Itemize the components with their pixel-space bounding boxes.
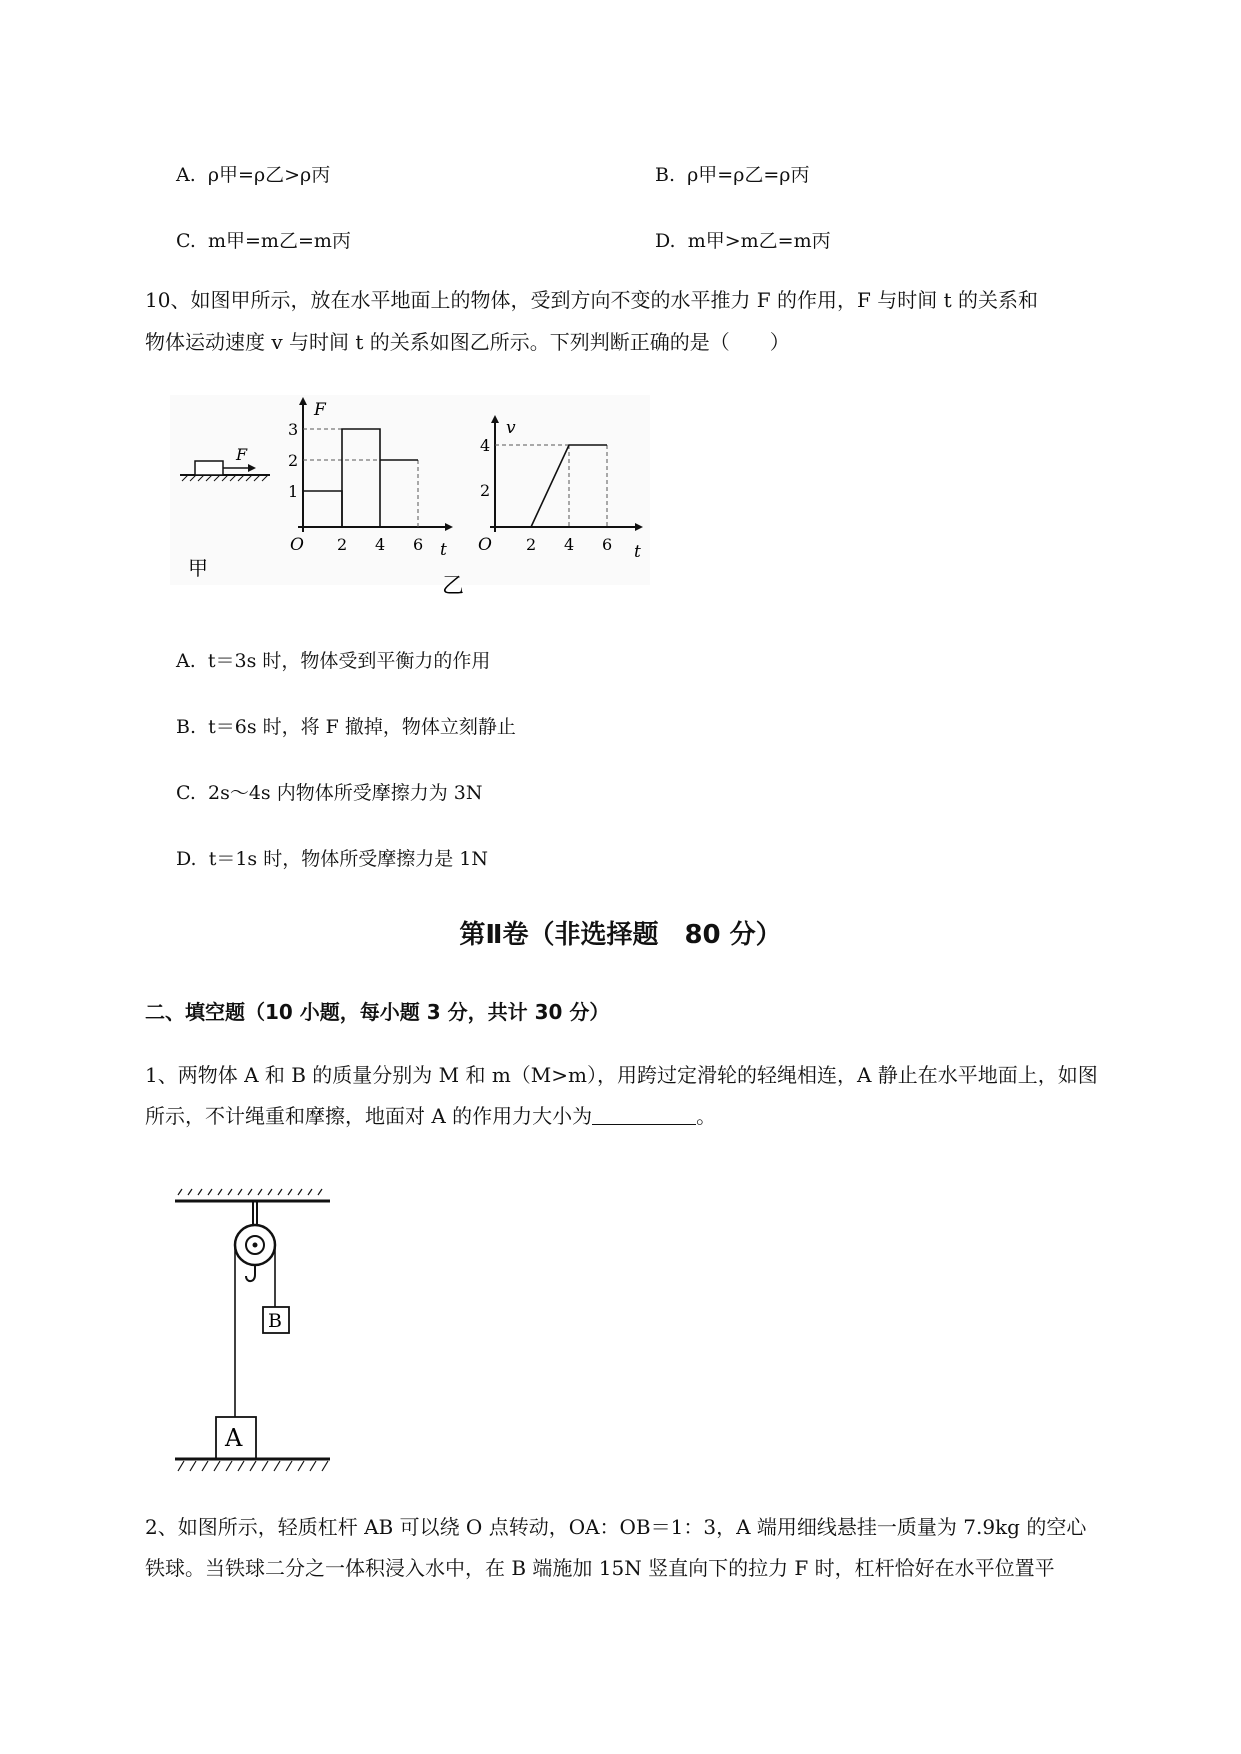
block bbox=[195, 461, 223, 475]
option-text: m甲=m乙=m丙 bbox=[208, 230, 351, 252]
x-axis-label: t bbox=[440, 540, 447, 560]
q10-stem-line2: 物体运动速度 v 与时间 t 的关系如图乙所示。下列判断正确的是（ ） bbox=[145, 330, 790, 354]
y-tick-label: 2 bbox=[288, 451, 299, 470]
q9-option-d bbox=[655, 226, 831, 253]
block-a-label: A bbox=[225, 1424, 243, 1452]
origin-label: O bbox=[478, 535, 492, 555]
q10-option-b bbox=[176, 712, 516, 739]
y-tick-label: 3 bbox=[288, 420, 299, 439]
pulley bbox=[235, 1201, 275, 1281]
y-tick-label: 2 bbox=[480, 481, 491, 500]
fill-q1-line1: 1、两物体 A 和 B 的质量分别为 M 和 m（M>m），用跨过定滑轮的轻绳相连，A 静止在水平地面上，如图 bbox=[145, 1063, 1098, 1087]
y-axis-label: v bbox=[506, 418, 516, 438]
option-text: t＝6s 时，将 F 撤掉，物体立刻静止 bbox=[208, 716, 516, 738]
origin-label: O bbox=[290, 535, 304, 555]
x-tick-label: 6 bbox=[602, 535, 613, 554]
x-axis-label: t bbox=[634, 542, 641, 562]
option-text: m甲>m乙=m丙 bbox=[687, 230, 831, 252]
fill-q1-line2-end: 。 bbox=[696, 1104, 717, 1128]
q10-option-a bbox=[176, 646, 490, 673]
option-label: B. bbox=[655, 164, 676, 186]
option-label: A. bbox=[176, 164, 196, 186]
ceiling bbox=[175, 1189, 330, 1201]
y-axis-label: F bbox=[314, 400, 326, 420]
q10-figure bbox=[170, 395, 650, 605]
q9-option-b bbox=[655, 160, 809, 187]
x-tick-label: 4 bbox=[375, 535, 386, 554]
option-label: A. bbox=[176, 650, 196, 672]
q10-option-d bbox=[176, 844, 488, 871]
ground bbox=[175, 1459, 330, 1471]
option-text: ρ甲=ρ乙>ρ丙 bbox=[207, 164, 331, 186]
part-title: 二、填空题（10 小题，每小题 3 分，共计 30 分） bbox=[145, 1000, 610, 1024]
q9-option-a bbox=[176, 160, 330, 187]
pulley-figure bbox=[170, 1185, 340, 1480]
fill-q2-line2: 铁球。当铁球二分之一体积浸入水中，在 B 端施加 15N 竖直向下的拉力 F 时，杠杆恰好在水平位置平 bbox=[145, 1556, 1055, 1580]
option-text: ρ甲=ρ乙=ρ丙 bbox=[687, 164, 810, 186]
y-tick-label: 4 bbox=[480, 436, 491, 455]
figure-background bbox=[170, 395, 650, 585]
fill-q1-line2 bbox=[145, 1104, 716, 1128]
option-text: t＝3s 时，物体受到平衡力的作用 bbox=[207, 650, 491, 672]
option-label: D. bbox=[655, 230, 676, 252]
x-tick-label: 2 bbox=[337, 535, 348, 554]
q10-option-c bbox=[176, 778, 482, 805]
q9-option-c bbox=[176, 226, 351, 253]
hook bbox=[246, 1265, 255, 1281]
section-title: 第Ⅱ卷（非选择题 80 分） bbox=[459, 920, 782, 950]
option-label: B. bbox=[176, 716, 197, 738]
fill-q1-line2-text: 所示，不计绳重和摩擦，地面对 A 的作用力大小为 bbox=[145, 1104, 593, 1128]
option-text: 2s～4s 内物体所受摩擦力为 3N bbox=[208, 782, 483, 804]
y-tick-label: 1 bbox=[288, 482, 299, 501]
option-label: C. bbox=[176, 230, 196, 252]
force-label: F bbox=[236, 445, 248, 464]
option-text: t＝1s 时，物体所受摩擦力是 1N bbox=[208, 848, 488, 870]
x-tick-label: 6 bbox=[413, 535, 424, 554]
option-label: C. bbox=[176, 782, 196, 804]
figure-label-yi: 乙 bbox=[442, 574, 465, 599]
fill-q2-line1: 2、如图所示，轻质杠杆 AB 可以绕 O 点转动，OA：OB＝1：3，A 端用细线悬挂一质量为 7.9kg 的空心 bbox=[145, 1515, 1087, 1539]
x-tick-label: 4 bbox=[564, 535, 575, 554]
option-label: D. bbox=[176, 848, 197, 870]
q10-stem-line1: 10、如图甲所示，放在水平地面上的物体，受到方向不变的水平推力 F 的作用，F 与时间 t 的关系和 bbox=[145, 288, 1039, 312]
answer-blank[interactable] bbox=[592, 1106, 696, 1125]
block-b-label: B bbox=[268, 1310, 282, 1332]
figure-label-jia: 甲 bbox=[188, 556, 208, 580]
x-tick-label: 2 bbox=[526, 535, 537, 554]
